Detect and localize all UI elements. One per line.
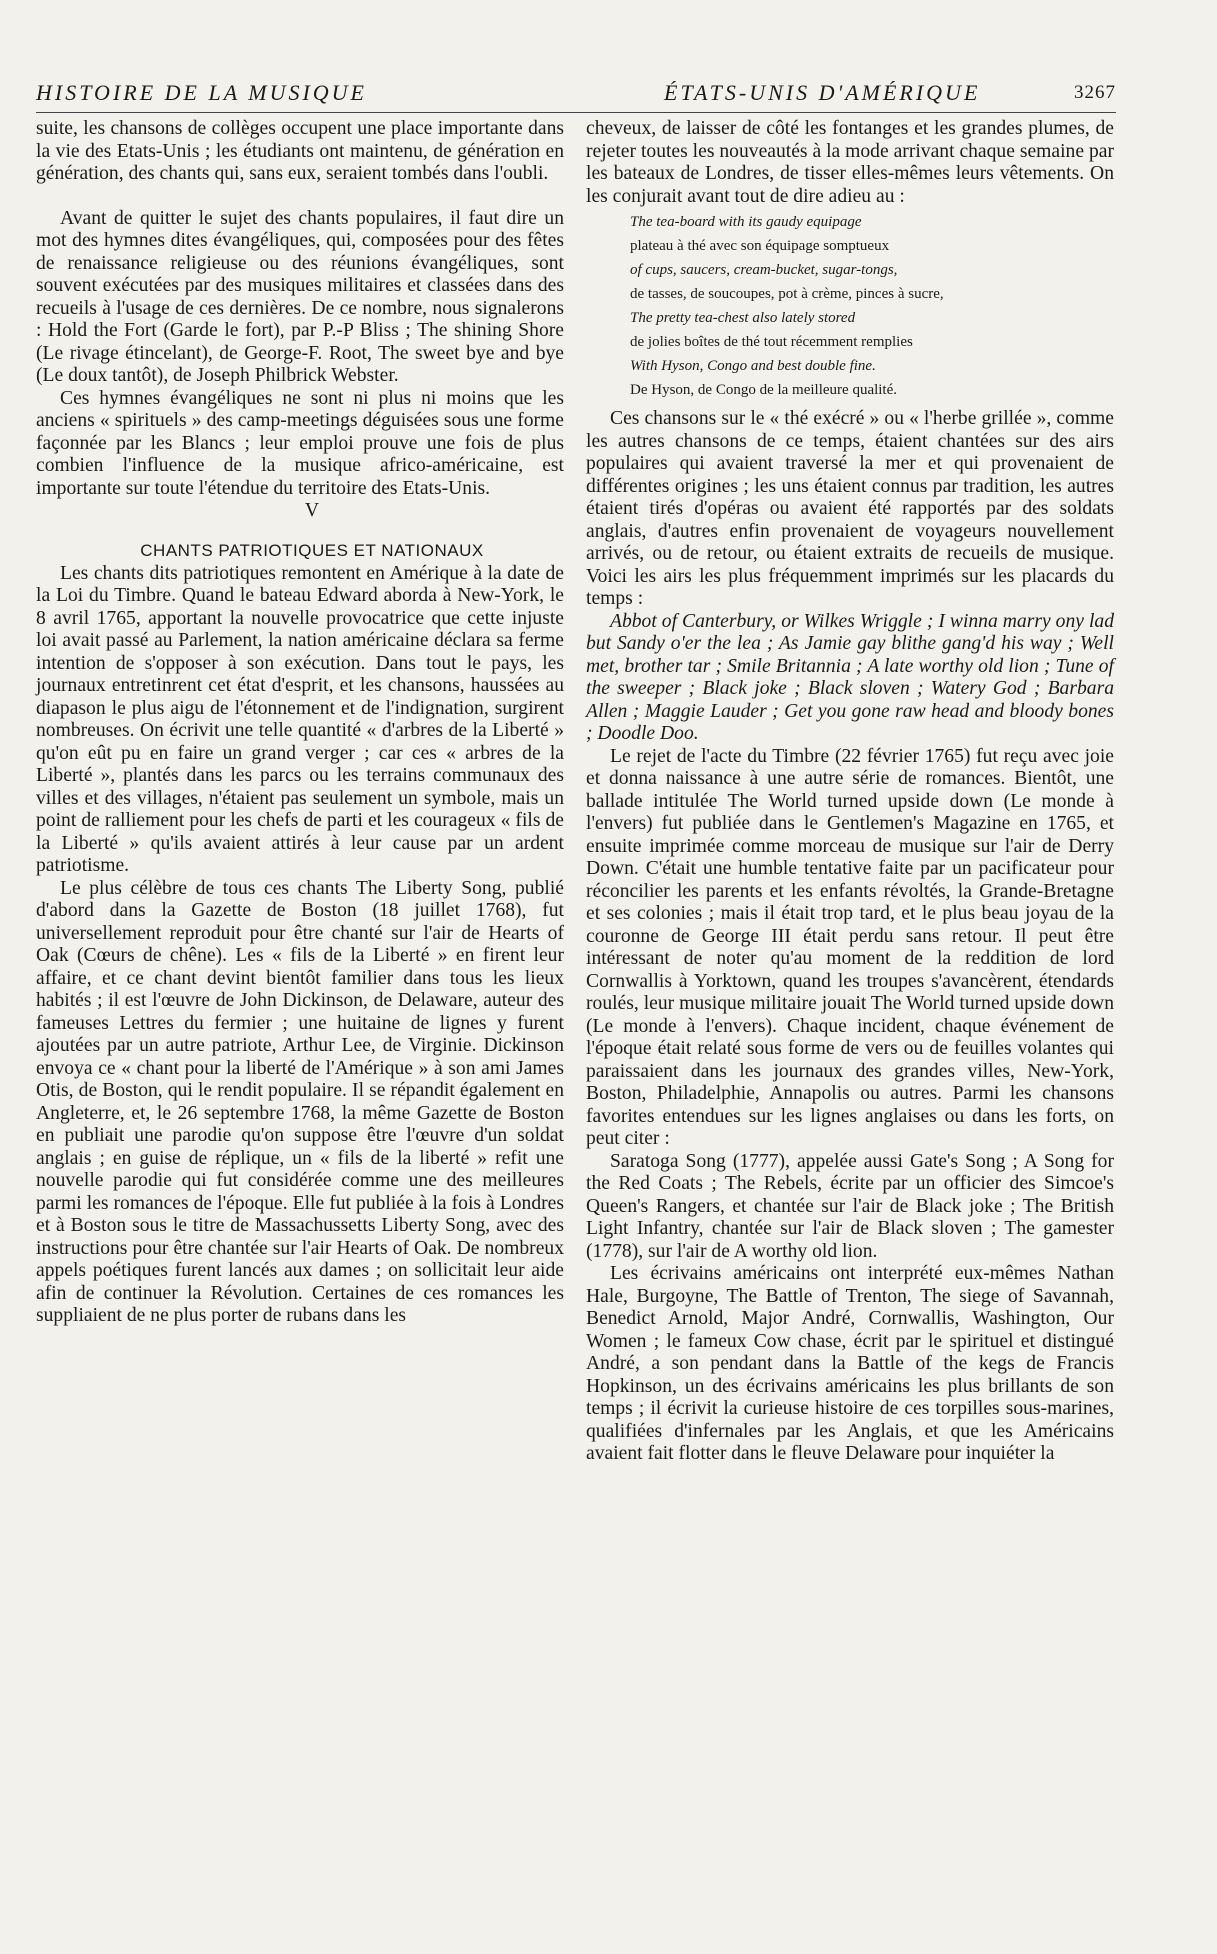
right-column (586, 118, 1114, 1466)
verse-translation: de tasses, de soucoupes, pot à crème, pinces à sucre, (630, 286, 944, 302)
verse-translation: De Hyson, de Congo de la meilleure qualité. (630, 382, 898, 398)
paragraph: Abbot of Canterbury, or Wilkes Wriggle ; I winna marry ony lad but Sandy o'er the lea ; As Jamie gay blithe gang'd his way ; Well met, brother tar ; Smile Britannia ; A late worthy old lion ; Tune of the sweeper ; Black joke ; Black sloven ; Watery God ; Barbara Allen ; Maggie Lauder ; Get you gone raw head and bloody bones ; Doodle Doo. (586, 610, 1114, 744)
paragraph: Les écrivains américains ont interprété eux-mêmes Nathan Hale, Burgoyne, The Battle of Trenton, The siege of Savannah, Benedict Arnold, Major André, Cornwallis, Washington, Our Women ; le fameux Cow chase, écrit par le spirituel et distingué André, a son pendant dans la Battle of the kegs de Francis Hopkinson, un des écrivains américains les plus brillants de son temps ; il écrivit la curieuse histoire de ces torpilles sous-marines, qualifiées d'infernales par les Anglais, et que les Américains avaient fait flotter dans le fleuve Delaware pour inquiéter la (586, 1263, 1114, 1464)
header-rule (36, 112, 1116, 113)
paragraph: Ces chansons sur le « thé exécré » ou « l'herbe grillée », comme les autres chansons de ce temps, étaient chantées sur des airs populaires qui avaient traversé la mer et qui provenaient de différentes origines ; les uns étaient connus par tradition, les autres étaient tirés d'opéras ou avaient été rapportés par des soldats anglais, d'autres enfin provenaient de voyageurs nouvellement arrivés, ou de retour, ou étaient extraits de recueils de musique. Voici les airs les plus fréquemment imprimés sur les placards du temps : (586, 408, 1114, 609)
paragraph: suite, les chansons de collèges occupent une place importante dans la vie des Etats-Unis ; les étudiants ont maintenu, de génération en génération, des chants qui, sans eux, seraient tombés dans l'oubli. (36, 118, 564, 184)
header-chapter-title: ÉTATS-UNIS D'AMÉRIQUE (664, 80, 981, 105)
paragraph: Les chants dits patriotiques remontent en Amérique à la date de la Loi du Timbre. Quand le bateau Edward aborda à New-York, le 8 avril 1765, apportant la nouvelle provocatrice que cette injuste loi avait passé au Parlement, la nation américaine déclara sa ferme intention de s'opposer à son exécution. Dans tout le pays, les journaux entretinrent cet état d'esprit, et les chansons, haussées au diapason le plus aigu de l'étonnement et de l'indignation, surgirent nombreuses. On écrivit une telle quantité « d'arbres de la Liberté » qu'on eût pu en faire un grand verger ; car ces « arbres de la Liberté », plantés dans les parcs ou les terrains communaux des villes et des villages, n'étaient pas seulement un symbole, mais un point de ralliement pour les chefs de parti et les courageux « fils de la Liberté » qu'ils avaient attirés à leur cause par un ardent patriotisme. (36, 562, 564, 876)
verse-line: The tea-board with its gaudy equipage (630, 214, 862, 230)
header-book-title: HISTOIRE DE LA MUSIQUE (36, 80, 367, 105)
page-number: 3267 (1074, 82, 1116, 103)
left-column (36, 118, 564, 1328)
paragraph: Avant de quitter le sujet des chants populaires, il faut dire un mot des hymnes dites évangéliques, qui, composées pour des fêtes de renaissance religieuse ou des réunions évangéliques, sont souvent exécutées par des musiques militaires et classées dans des recueils à l'usage de ces dernières. De ce nombre, nous signalerons : Hold the Fort (Garde le fort), par P.-P Bliss ; The shining Shore (Le rivage étincelant), de George-F. Root, The sweet bye and bye (Le doux tantôt), de Joseph Philbrick Webster. (36, 207, 564, 386)
verse-line: of cups, saucers, cream-bucket, sugar-tongs, (630, 262, 898, 278)
paragraph: Saratoga Song (1777), appelée aussi Gate's Song ; A Song for the Red Coats ; The Rebels, écrite par un officier des Simcoe's Queen's Rangers, et chantée sur l'air de Black joke ; The British Light Infantry, chantée sur l'air de Black sloven ; The gamester (1778), sur l'air de A worthy old lion. (586, 1150, 1114, 1262)
verse-quote (586, 210, 1114, 402)
verse-line: With Hyson, Congo and best double fine. (630, 358, 876, 374)
paragraph: Le plus célèbre de tous ces chants The Liberty Song, publié d'abord dans la Gazette de Boston (18 juillet 1768), fut universellement reproduit pour être chanté sur l'air de Hearts of Oak (Cœurs de chêne). Les « fils de la Liberté » en firent leur affaire, et ce chant devint bientôt familier dans tous les lieux habités ; il est l'œuvre de John Dickinson, de Delaware, auteur des fameuses Lettres du fermier ; une huitaine de lignes y furent ajoutées par un autre patriote, Arthur Lee, de Virginie. Dickinson envoya ce « chant pour la liberté de l'Amérique » à son ami James Otis, de Boston, qui le rendit populaire. Il se répandit également en Angleterre, et, le 26 septembre 1768, la même Gazette de Boston en publiait une parodie qu'on suppose être l'œuvre d'un soldat anglais ; en guise de réplique, un « fils de la liberté » refit une nouvelle parodie qui fut considérée comme une des meilleures parmi les romances de l'époque. Elle fut publiée à la fois à Londres et à Boston sous le titre de Massachussetts Liberty Song, avec des instructions pour être chantée sur l'air Hearts of Oak. De nombreux appels poétiques furent lancés aux dames ; on sollicitait leur aide afin de continuer la Révolution. Certaines de ces romances les suppliaient de ne plus porter de rubans dans les (36, 877, 564, 1326)
paragraph: cheveux, de laisser de côté les fontanges et les grandes plumes, de rejeter toutes les nouveautés à la mode arrivant chaque semaine par les bateaux de Londres, de tisser elles-mêmes leurs vêtements. On les conjurait avant tout de dire adieu au : (586, 118, 1114, 207)
paragraph: Ces hymnes évangéliques ne sont ni plus ni moins que les anciens « spirituels » des camp-meetings déguisées sous une forme façonnée par les Blancs ; leur emploi prouve une fois de plus combien l'influence de la musique africo-américaine, est importante sur toute l'étendue du territoire des Etats-Unis. (36, 387, 564, 499)
verse-line: The pretty tea-chest also lately stored (630, 310, 856, 326)
section-number: V (304, 500, 320, 521)
section-title: CHANTS PATRIOTIQUES ET NATIONAUX (140, 541, 484, 560)
paragraph: Le rejet de l'acte du Timbre (22 février 1765) fut reçu avec joie et donna naissance à une autre série de romances. Bientôt, une ballade intitulée The World turned upside down (Le monde à l'envers) fut publiée dans le Gentlemen's Magazine en 1765, et ensuite imprimée comme morceau de musique sur l'air de Derry Down. C'était une humble tentative faite par un pacificateur pour réconcilier les parents et les enfants révoltés, la Grande-Bretagne et ses colonies ; mais il était trop tard, et le plus beau joyau de la couronne de George III était perdu sans retour. Il peut être intéressant de noter qu'au moment de la reddition de lord Cornwallis à Yorktown, quand les troupes s'avancèrent, étendards roulés, leur musique militaire jouait The World turned upside down (Le monde à l'envers). Chaque incident, chaque événement de l'époque était relaté sous forme de vers ou de feuilles volantes qui paraissaient dans les journaux des grandes villes, New-York, Boston, Philadelphie, Annapolis ou autres. Parmi les chansons favorites entendues sur les lignes anglaises ou dans les forts, on peut citer : (586, 745, 1114, 1149)
verse-translation: plateau à thé avec son équipage somptueux (630, 238, 890, 254)
running-header (36, 78, 1116, 112)
verse-translation: de jolies boîtes de thé tout récemment remplies (630, 334, 913, 350)
